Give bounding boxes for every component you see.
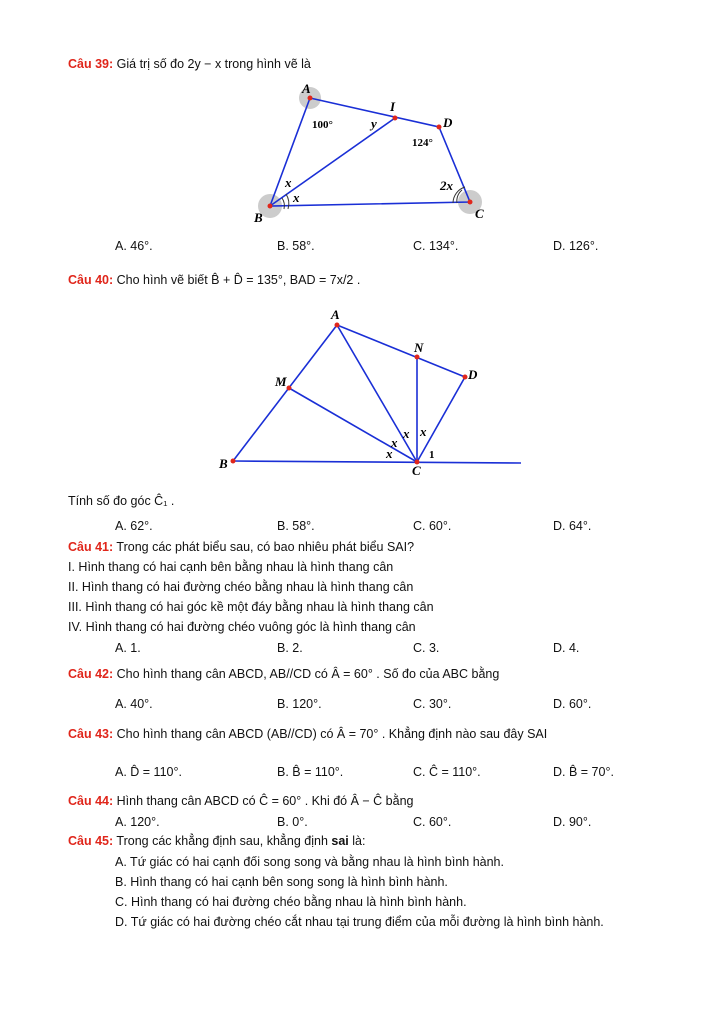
q39-option-c[interactable]: C. 134°. <box>413 239 459 253</box>
q43-option-b[interactable]: B. B̂ = 110°. <box>277 765 344 779</box>
q43-line <box>68 727 547 741</box>
q44-option-b[interactable]: B. 0°. <box>277 815 308 829</box>
q39-angle-x1: x <box>285 175 292 190</box>
q45-text-post: là: <box>348 834 366 848</box>
q41-option-b[interactable]: B. 2. <box>277 641 303 655</box>
q44-option-a[interactable]: A. 120°. <box>115 815 160 829</box>
q40-option-a[interactable]: A. 62°. <box>115 519 153 533</box>
q39-text: Giá trị số đo 2y − x trong hình vẽ là <box>116 57 311 71</box>
q39-point-a <box>308 96 313 101</box>
q39-point-i <box>393 116 398 121</box>
q43-option-c[interactable]: C. Ĉ = 110°. <box>413 765 481 779</box>
q40-angle-1: 1 <box>429 449 435 461</box>
q41-item-2: II. Hình thang có hai đường chéo bằng nhau là hình thang cân <box>68 580 414 594</box>
q40-angle-x4: x <box>386 446 393 461</box>
q39-arc-b2 <box>286 194 289 209</box>
q39-angle-100: 100° <box>312 119 333 131</box>
q39-label-b: B <box>254 210 263 225</box>
q44-option-c[interactable]: C. 60°. <box>413 815 452 829</box>
q41-label: Câu 41: <box>68 540 114 554</box>
q43-option-a[interactable]: A. D̂ = 110°. <box>115 765 182 779</box>
q39-angle-x2: x <box>293 190 300 205</box>
q40-segment-ab <box>233 325 337 461</box>
q45-option-b[interactable]: B. Hình thang có hai cạnh bên song song là hình bình hành. <box>115 875 448 889</box>
q40-option-c[interactable]: C. 60°. <box>413 519 452 533</box>
q39-label: Câu 39: <box>68 57 114 71</box>
q45-option-a[interactable]: A. Tứ giác có hai cạnh đối song song và bằng nhau là hình bình hành. <box>115 855 504 869</box>
q42-option-b[interactable]: B. 120°. <box>277 697 322 711</box>
q41-item-3: III. Hình thang có hai góc kề một đáy bằng nhau là hình thang cân <box>68 600 434 614</box>
q39-angle-y: y <box>371 116 377 131</box>
q40-ask: Tính số đo góc Ĉ₁ . <box>68 494 175 508</box>
q45-option-d[interactable]: D. Tứ giác có hai đường chéo cắt nhau tại trung điểm của mỗi đường là hình bình hành. <box>115 915 604 929</box>
q40-segment-dc <box>417 377 465 462</box>
q42-label: Câu 42: <box>68 667 114 681</box>
q43-option-d[interactable]: D. B̂ = 70°. <box>553 765 614 779</box>
q41-option-a[interactable]: A. 1. <box>115 641 141 655</box>
q39-angle-124: 124° <box>412 137 433 149</box>
q44-label: Câu 44: <box>68 794 114 808</box>
q40-text: Cho hình vẽ biết B̂ + D̂ = 135°, BAD = 7x/2 . <box>116 273 361 287</box>
q42-option-a[interactable]: A. 40°. <box>115 697 153 711</box>
q41-option-c[interactable]: C. 3. <box>413 641 440 655</box>
q39-option-d[interactable]: D. 126°. <box>553 239 599 253</box>
q40-line <box>68 273 360 287</box>
q40-point-m <box>287 386 292 391</box>
q40-segment-ad <box>337 325 465 377</box>
q42-text: Cho hình thang cân ABCD, AB//CD có Â = 60° . Số đo của ABC bằng <box>116 667 500 681</box>
q45-line <box>68 834 365 848</box>
q44-line <box>68 794 414 808</box>
q39-label-d: D <box>443 115 453 130</box>
q39-label-i: I <box>390 99 396 114</box>
q39-angle-2x: 2x <box>440 178 453 193</box>
q39-point-c <box>468 200 473 205</box>
q40-label-a: A <box>331 307 340 322</box>
q40-option-b[interactable]: B. 58°. <box>277 519 315 533</box>
q40-label: Câu 40: <box>68 273 114 287</box>
q40-point-a <box>335 323 340 328</box>
q39-option-b[interactable]: B. 58°. <box>277 239 315 253</box>
q41-option-d[interactable]: D. 4. <box>553 641 580 655</box>
q40-angle-x2: x <box>420 424 427 439</box>
q40-point-b <box>231 459 236 464</box>
q39-point-d <box>437 125 442 130</box>
q40-label-b: B <box>219 456 228 471</box>
q45-option-c[interactable]: C. Hình thang có hai đường chéo bằng nhau là hình bình hành. <box>115 895 467 909</box>
q44-text: Hình thang cân ABCD có Ĉ = 60° . Khi đó Â − Ĉ bằng <box>116 794 414 808</box>
q41-item-1: I. Hình thang có hai cạnh bên bằng nhau là hình thang cân <box>68 560 394 574</box>
q42-line <box>68 667 499 681</box>
q40-segment-mc <box>289 388 417 462</box>
q40-label-c: C <box>412 463 421 478</box>
q41-text: Trong các phát biểu sau, có bao nhiêu phát biểu SAI? <box>116 540 415 554</box>
q40-point-n <box>415 355 420 360</box>
q44-option-d[interactable]: D. 90°. <box>553 815 592 829</box>
q40-line-bc <box>233 461 521 463</box>
q40-option-d[interactable]: D. 64°. <box>553 519 592 533</box>
q39-label-c: C <box>475 206 484 221</box>
q42-option-c[interactable]: C. 30°. <box>413 697 452 711</box>
q45-text-bold: sai <box>331 834 349 848</box>
q45-label: Câu 45: <box>68 834 114 848</box>
q39-line <box>68 57 311 71</box>
q41-item-4: IV. Hình thang có hai đường chéo vuông góc là hình thang cân <box>68 620 416 634</box>
q43-text: Cho hình thang cân ABCD (AB//CD) có Â = 70° . Khẳng định nào sau đây SAI <box>116 727 548 741</box>
q40-angle-x1: x <box>403 426 410 441</box>
q40-point-d <box>463 375 468 380</box>
q40-label-m: M <box>275 374 287 389</box>
q39-segment-bi <box>270 118 395 206</box>
q39-point-b <box>268 204 273 209</box>
q39-arc-b1 <box>282 198 284 209</box>
q40-figure <box>215 305 535 480</box>
q40-segment-ac <box>337 325 417 462</box>
q39-label-a: A <box>302 82 311 96</box>
q40-label-d: D <box>468 367 478 382</box>
q39-figure <box>240 82 500 230</box>
q43-label: Câu 43: <box>68 727 114 741</box>
q42-option-d[interactable]: D. 60°. <box>553 697 592 711</box>
q45-text-pre: Trong các khẳng định sau, khẳng định <box>116 834 332 848</box>
q39-option-a[interactable]: A. 46°. <box>115 239 153 253</box>
q40-angle-x3: x <box>391 435 398 450</box>
q40-label-n: N <box>414 340 424 355</box>
q41-line <box>68 540 414 554</box>
